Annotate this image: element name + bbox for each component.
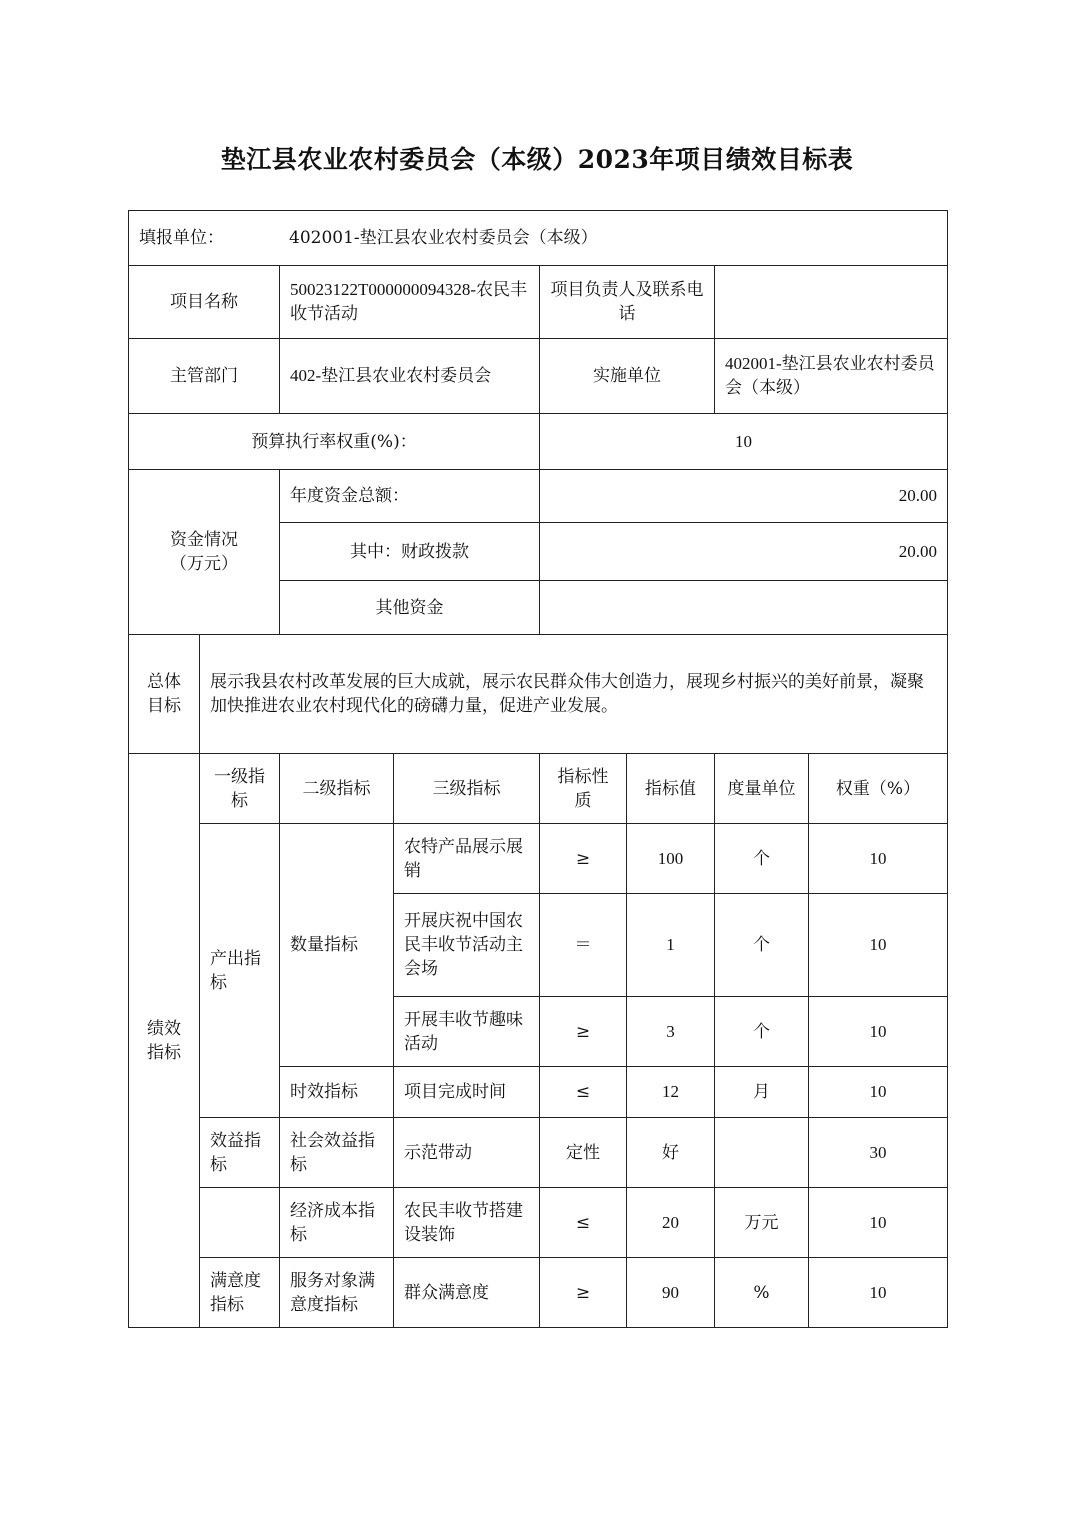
project-name-value: 50023122T000000094328-农民丰收节活动 — [280, 266, 540, 339]
project-owner-value — [715, 266, 948, 339]
funds-label: 资金情况（万元） — [129, 470, 280, 635]
funds-total-row — [129, 470, 948, 523]
level3-cell: 开展丰收节趣味活动 — [394, 997, 540, 1067]
value-cell: 100 — [627, 824, 715, 894]
level2-cell: 数量指标 — [280, 824, 394, 1067]
table-row — [129, 1188, 948, 1258]
fill-unit-row — [129, 211, 948, 266]
weight-cell: 10 — [809, 824, 948, 894]
unit-cell: 个 — [715, 824, 809, 894]
weight-cell: 10 — [809, 1258, 948, 1328]
header-nature: 指标性质 — [540, 754, 627, 824]
weight-cell: 10 — [809, 894, 948, 997]
dept-row — [129, 339, 948, 414]
project-owner-label: 项目负责人及联系电话 — [540, 266, 715, 339]
level2-cell: 社会效益指标 — [280, 1118, 394, 1188]
funds-total-label: 年度资金总额： — [280, 470, 540, 523]
budget-weight-label: 预算执行率权重(%)： — [129, 414, 540, 470]
value-cell: 90 — [627, 1258, 715, 1328]
level2-cell: 服务对象满意度指标 — [280, 1258, 394, 1328]
header-unit: 度量单位 — [715, 754, 809, 824]
weight-cell: 10 — [809, 1188, 948, 1258]
unit-cell: 个 — [715, 997, 809, 1067]
level3-cell: 群众满意度 — [394, 1258, 540, 1328]
fill-unit-value: 402001-垫江县农业农村委员会（本级） — [289, 228, 598, 248]
level2-cell: 经济成本指标 — [280, 1188, 394, 1258]
nature-cell: ≤ — [540, 1188, 627, 1258]
value-cell: 3 — [627, 997, 715, 1067]
level2-cell: 时效指标 — [280, 1067, 394, 1118]
goal-text: 展示我县农村改革发展的巨大成就，展示农民群众伟大创造力，展现乡村振兴的美好前景，凝聚加快推进农业农村现代化的磅礴力量，促进产业发展。 — [200, 635, 948, 754]
unit-cell — [715, 1118, 809, 1188]
performance-form-table — [128, 210, 948, 1328]
unit-cell: % — [715, 1258, 809, 1328]
header-weight: 权重（%） — [809, 754, 948, 824]
level1-cell: 产出指标 — [200, 824, 280, 1118]
level1-cell: 满意度指标 — [200, 1258, 280, 1328]
impl-unit-label: 实施单位 — [540, 339, 715, 414]
project-row — [129, 266, 948, 339]
impl-unit-value: 402001-垫江县农业农村委员会（本级） — [715, 339, 948, 414]
unit-cell: 个 — [715, 894, 809, 997]
level3-cell: 示范带动 — [394, 1118, 540, 1188]
table-row — [129, 824, 948, 894]
level3-cell: 农民丰收节搭建设装饰 — [394, 1188, 540, 1258]
level3-cell: 农特产品展示展销 — [394, 824, 540, 894]
perf-label: 绩效指标 — [129, 754, 200, 1328]
budget-weight-row — [129, 414, 948, 470]
weight-cell: 10 — [809, 997, 948, 1067]
funds-other-label: 其他资金 — [280, 581, 540, 635]
funds-fiscal-label: 其中：财政拨款 — [280, 523, 540, 581]
header-level3: 三级指标 — [394, 754, 540, 824]
nature-cell: ≥ — [540, 997, 627, 1067]
level1-cell — [200, 1188, 280, 1258]
unit-cell: 万元 — [715, 1188, 809, 1258]
dept-label: 主管部门 — [129, 339, 280, 414]
header-level1: 一级指标 — [200, 754, 280, 824]
dept-value: 402-垫江县农业农村委员会 — [280, 339, 540, 414]
funds-total-value: 20.00 — [540, 470, 948, 523]
value-cell: 1 — [627, 894, 715, 997]
goal-label: 总体目标 — [129, 635, 200, 754]
funds-other-value — [540, 581, 948, 635]
goal-row — [129, 635, 948, 754]
perf-header-row — [129, 754, 948, 824]
weight-cell: 30 — [809, 1118, 948, 1188]
nature-cell: 定性 — [540, 1118, 627, 1188]
header-level2: 二级指标 — [280, 754, 394, 824]
nature-cell: ≤ — [540, 1067, 627, 1118]
level3-cell: 开展庆祝中国农民丰收节活动主会场 — [394, 894, 540, 997]
level1-cell: 效益指标 — [200, 1118, 280, 1188]
fill-unit-label: 填报单位： — [139, 228, 224, 248]
table-row — [129, 1118, 948, 1188]
nature-cell: ≥ — [540, 824, 627, 894]
funds-fiscal-value: 20.00 — [540, 523, 948, 581]
unit-cell: 月 — [715, 1067, 809, 1118]
header-value: 指标值 — [627, 754, 715, 824]
table-row — [129, 1258, 948, 1328]
weight-cell: 10 — [809, 1067, 948, 1118]
nature-cell: ＝ — [540, 894, 627, 997]
budget-weight-value: 10 — [540, 414, 948, 470]
project-name-label: 项目名称 — [129, 266, 280, 339]
value-cell: 好 — [627, 1118, 715, 1188]
level3-cell: 项目完成时间 — [394, 1067, 540, 1118]
value-cell: 20 — [627, 1188, 715, 1258]
nature-cell: ≥ — [540, 1258, 627, 1328]
page-title: 垫江县农业农村委员会（本级）2023年项目绩效目标表 — [220, 145, 854, 174]
value-cell: 12 — [627, 1067, 715, 1118]
